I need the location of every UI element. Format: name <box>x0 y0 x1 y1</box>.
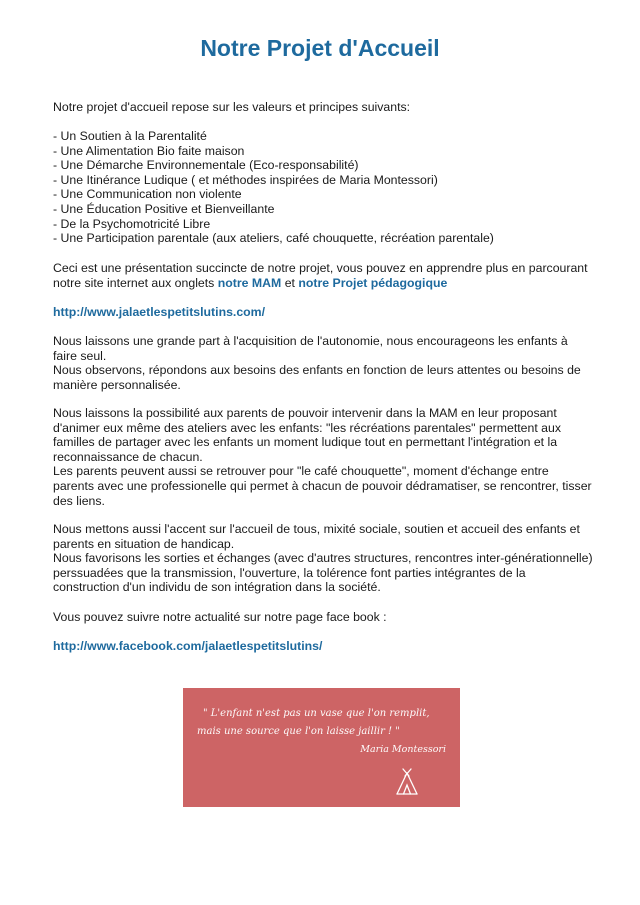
tipi-icon <box>394 768 420 796</box>
intro-text: Notre projet d'accueil repose sur les valeurs et principes suivants: <box>53 100 411 114</box>
inclusion-paragraph-2: Nous favorisons les sorties et échanges (avec d'autres structures, rencontres inter-générationnelle) perssuadées que la transmission, l'ouverture, la tolérence font parties intégrantes de la construction d'un individu de son intégration dans la société. <box>53 551 593 595</box>
list-item: - Une Participation parentale (aux ateliers, café chouquette, récréation parentale) <box>53 231 494 246</box>
autonomy-section <box>53 334 593 392</box>
quote-line-1: " L'enfant n'est pas un vase que l'on remplit, <box>203 708 430 719</box>
quote-card <box>183 688 460 807</box>
facebook-link[interactable]: http://www.facebook.com/jalaetlespetitslutins/ <box>53 639 323 653</box>
inclusion-section <box>53 522 593 595</box>
facebook-url-line <box>53 639 593 654</box>
parents-paragraph-2: Les parents peuvent aussi se retrouver pour "le café chouquette", moment d'échange entre parents avec une professionelle qui permet à chacun de pouvoir dédramatiser, se rencontrer, tisser des liens. <box>53 464 592 508</box>
list-item: - De la Psychomotricité Libre <box>53 216 211 231</box>
presentation-text-middle: et <box>281 275 299 290</box>
presentation-text-start: Ceci est une présentation succincte de notre projet, vous pouvez en apprendre plus en parcourant notre site internet aux onglets <box>53 261 588 290</box>
parents-section <box>53 406 593 508</box>
list-item: - Un Soutien à la Parentalité <box>53 129 207 143</box>
projet-pedagogique-link[interactable]: notre Projet pédagogique <box>298 275 448 290</box>
follow-paragraph <box>53 610 593 625</box>
follow-text: Vous pouvez suivre notre actualité sur notre page face book : <box>53 610 387 624</box>
notre-mam-link[interactable]: notre MAM <box>217 275 282 290</box>
list-item: - Une Démarche Environnementale (Eco-responsabilité) <box>53 158 359 173</box>
autonomy-paragraph-2: Nous observons, répondons aux besoins des enfants en fonction de leurs attentes ou besoins de manière personnalisée. <box>53 363 581 392</box>
presentation-paragraph <box>53 261 593 290</box>
inclusion-paragraph-1: Nous mettons aussi l'accent sur l'accueil de tous, mixité sociale, soutien et accueil des enfants et parents en situation de handicap. <box>53 522 580 551</box>
list-item: - Une Communication non violente <box>53 187 242 202</box>
list-item: - Une Alimentation Bio faite maison <box>53 143 245 158</box>
values-list <box>53 129 593 246</box>
page-title: Notre Projet d'Accueil <box>200 35 440 61</box>
quote-author: Maria Montessori <box>360 744 446 755</box>
quote-line-2: mais une source que l'on laisse jaillir ! " <box>197 726 400 737</box>
intro-paragraph <box>53 100 593 115</box>
website-link[interactable]: http://www.jalaetlespetitslutins.com/ <box>53 305 266 319</box>
autonomy-paragraph-1: Nous laissons une grande part à l'acquisition de l'autonomie, nous encourageons les enfants à faire seul. <box>53 334 568 363</box>
list-item: - Une Itinérance Ludique ( et méthodes inspirées de Maria Montessori) <box>53 172 438 187</box>
presentation-text <box>53 261 593 290</box>
site-url-line <box>53 305 593 320</box>
list-item: - Une Éducation Positive et Bienveillante <box>53 201 275 216</box>
parents-paragraph-1: Nous laissons la possibilité aux parents de pouvoir intervenir dans la MAM en leur proposant d'animer eux même des ateliers avec les enfants: "les récréations parentales" permettent aux familles de partager avec les enfants un moment ludique tout en permettant l'intégration et la reconnaissance de chacun. <box>53 406 561 464</box>
